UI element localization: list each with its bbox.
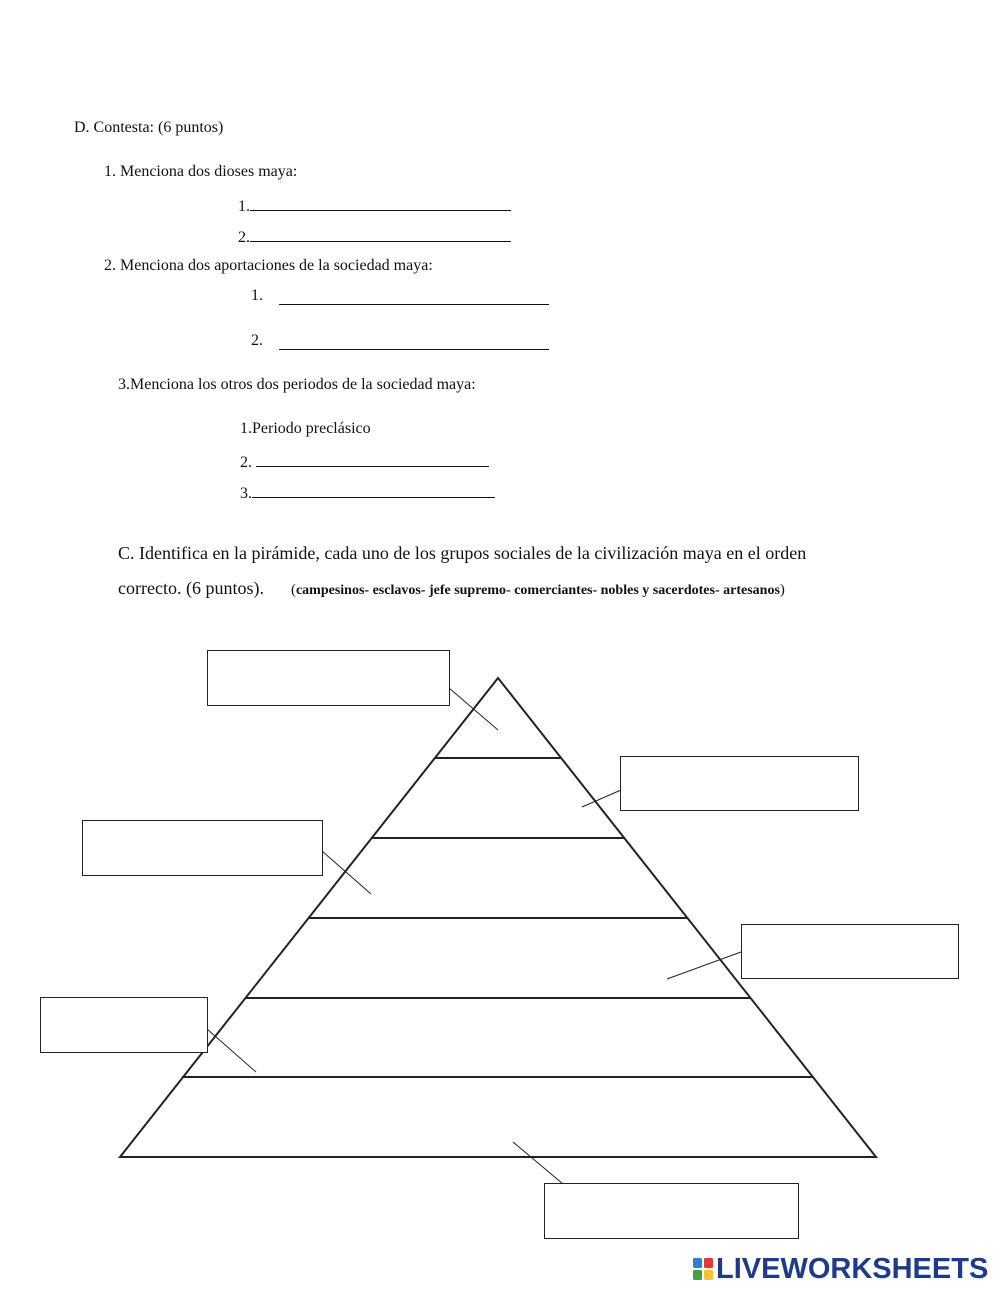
options-list: campesinos- esclavos- jefe supremo- comerciantes- nobles y sacerdotes- artesanos (295, 583, 780, 598)
answer-box-tier-1[interactable] (207, 650, 450, 706)
answer-box-tier-5[interactable] (40, 997, 208, 1053)
section-c-points: correcto. (6 puntos). (118, 578, 264, 598)
q1-answer-2-number: 2. (238, 229, 250, 246)
connector-line-3 (322, 851, 371, 894)
options-open-paren: ( (290, 582, 296, 598)
liveworksheets-mark-icon (692, 1257, 714, 1281)
q2-answer-1-number: 1. (251, 287, 263, 304)
answer-box-tier-2[interactable] (620, 756, 859, 811)
connector-line-5 (207, 1029, 256, 1072)
connector-line-4 (667, 952, 741, 979)
q2-answer-2-number: 2. (251, 332, 263, 349)
q1-answer-1-number: 1. (238, 198, 250, 215)
section-c-line1: C. Identifica en la pirámide, cada uno de los grupos sociales de la civilización maya en el orden (118, 543, 807, 563)
answer-box-tier-4[interactable] (741, 924, 959, 979)
q3-prompt: 3.Menciona los otros dos periodos de la sociedad maya: (118, 376, 476, 393)
options-close-paren: ) (779, 582, 785, 598)
q2-prompt: 2. Menciona dos aportaciones de la sociedad maya: (104, 257, 433, 274)
connector-line-1 (449, 688, 498, 730)
q3-answer-1: 1.Periodo preclásico (240, 420, 371, 437)
q3-answer-3-number: 3. (240, 485, 252, 502)
answer-box-tier-3[interactable] (82, 820, 323, 876)
liveworksheets-logo (692, 1253, 988, 1285)
section-d-title: D. Contesta: (6 puntos) (74, 119, 224, 136)
connector-line-6 (513, 1142, 563, 1184)
answer-box-tier-6[interactable] (544, 1183, 799, 1239)
q3-answer-2-number: 2. (240, 454, 252, 471)
liveworksheets-wordmark: LIVEWORKSHEETS (716, 1252, 989, 1285)
q1-prompt: 1. Menciona dos dioses maya: (104, 163, 298, 180)
